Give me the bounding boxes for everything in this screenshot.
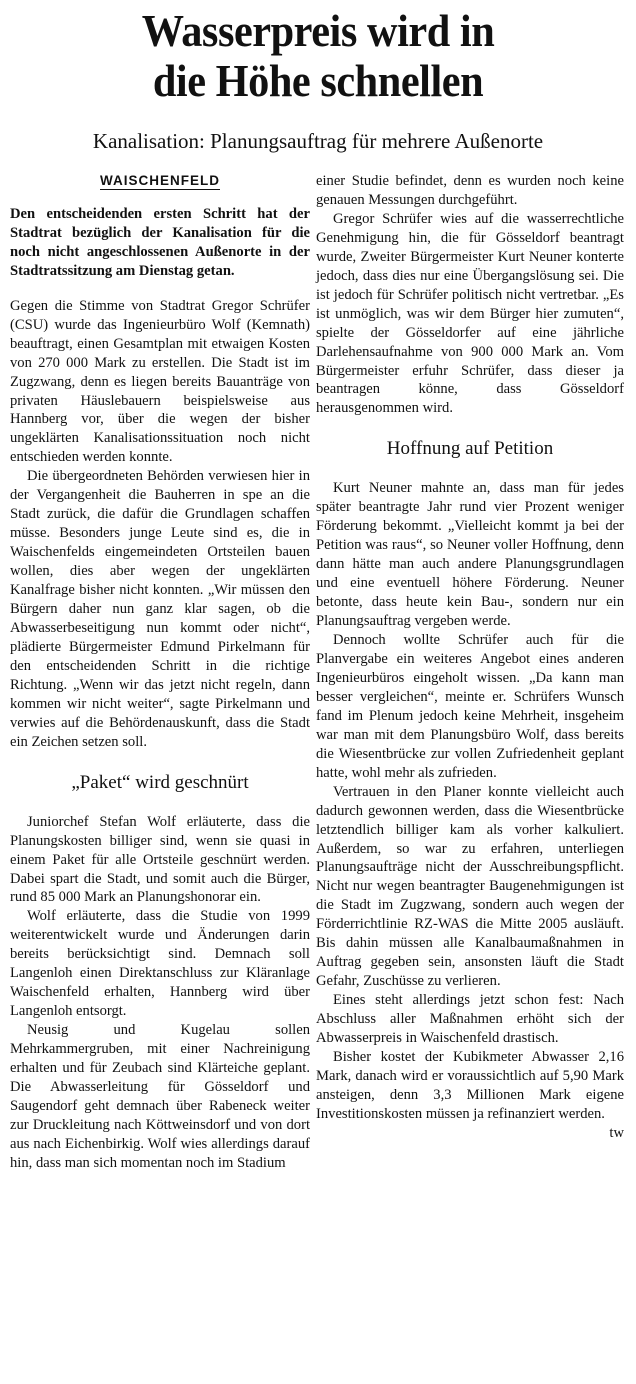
body-paragraph: Die übergeordneten Behörden verwiesen hier in der Vergangenheit die Bauherren in spe an die Stadt zurück, die dafür die Grundlagen schaffen müsse. Besonders junge Leute sind es, die in Waischenfelds eingemeindeten Ortsteilen bauen wollen, dies aber wegen der ungeklärten Kanalfrage bisher nicht konnten. „Wir müssen den Bürgern daher nun ganz klar sagen, ob die Abwasserbeseitigung nun kommt oder nicht“, plädierte Bürgermeister Edmund Pirkelmann für den entscheidenden Schritt in die richtige Richtung. „Wenn wir das jetzt nicht regeln, dann kommen wir nicht weiter“, sagte Pirkelmann und verwies auf die Behördenauskunft, dass die Stadt ein Zeichen setzen soll. <box>10 468 310 750</box>
body-paragraph: Dennoch wollte Schrüfer auch für die Planvergabe ein weiteres Angebot eines anderen Ingenieurbüros eingeholt wissen. „Da kann man besser vergleichen“, meinte er. Schrüfers Wunsch fand im Plenum jedoch keine Mehrheit, insgeheim war man mit dem Planungsbüro Wolf, dass bereits die Wiesentbrücke zur vollen Zufriedenheit geplant hatte, wohl mehr als zufrieden. <box>316 632 624 781</box>
subheadline: Kanalisation: Planungsauftrag für mehrere Außenorte <box>92 129 544 153</box>
author-signature: tw <box>609 1124 624 1141</box>
section-title-petition: Hoffnung auf Petition <box>386 438 554 460</box>
body-paragraph: Eines steht allerdings jetzt schon fest: Nach Abschluss aller Maßnahmen erhöht sich der Abwasserpreis in Waischenfeld drastisch. <box>316 992 624 1047</box>
body-paragraph: Vertrauen in den Planer konnte vielleicht auch dadurch gewonnen werden, dass die Wiesentbrücke letztendlich billiger kam als vorher kalkuliert. Außerdem, so war zu erfahren, unterliegen Planungsaufträge nicht der Ausschreibungspflicht. Nicht nur wegen beantragter Baugenehmigungen ist die Stadt im Zugzwang, sondern auch wegen der Förderrichtlinie RZ-WAS die Mitte 2005 ausläuft. Bis dahin müssen alle Kanalbaumaßnahmen in Auftrag gegeben sein, ansonsten läuft die Stadt Gefahr, Zuschüsse zu verlieren. <box>316 783 624 990</box>
right-column <box>316 172 624 1143</box>
body-paragraph: einer Studie befindet, denn es wurden noch keine genauen Messungen durchgeführt. <box>316 173 624 208</box>
body-paragraph: Bisher kostet der Kubikmeter Abwasser 2,16 Mark, danach wird er voraussichtlich auf 5,90 Mark ansteigen, denn 3,3 Millionen Mark eigene Investitionskosten müssen ja refinanziert werden. <box>316 1048 624 1122</box>
headline <box>25 6 610 106</box>
headline-line-1: Wasserpreis wird in <box>141 5 495 56</box>
dateline <box>10 172 310 191</box>
body-paragraph: Gregor Schrüfer wies auf die wasserrechtliche Genehmigung hin, die für Gösseldorf beantragt wurde, Zweiter Bürgermeister Kurt Neuner konterte jedoch, dass dies nur eine Übergangslösung sei. Die ist jedoch für Schrüfer politisch nicht vertretbar. „Es ist unmöglich, was wir dem Bürger hier zumuten“, spielte der Gösseldorfer auf eine jährliche Darlehensaufnahme von 900 000 Mark an. Vom Bürgermeister erfuhr Schrüfer, dass dieser ja beantragen könne, dass Gösseldorf herausgenommen wird. <box>316 210 624 417</box>
section-title-paket: „Paket“ wird geschnürt <box>71 771 249 793</box>
lead-paragraph: Den entscheidenden ersten Schritt hat der Stadtrat bezüglich der Kanalisation für die noch nicht angeschlossenen Außenorte in der Stadtratssitzung am Dienstag getan. <box>10 205 310 279</box>
body-paragraph: Gegen die Stimme von Stadtrat Gregor Schrüfer (CSU) wurde das Ingenieurbüro Wolf (Kemnath) beauftragt, einen Gesamtplan mit etwaigen Kosten von 270 000 Mark zu erstellen. Die Stadt ist im Zugzwang, denn es liegen bereits Bauanträge von privaten Häuslebauern beispielsweise aus Hannberg vor, über die wegen der bisher ungeklärten Kanalisationssituation noch nicht entschieden werden konnte. <box>10 297 310 466</box>
headline-line-2: die Höhe schnellen <box>152 55 484 106</box>
body-paragraph: Neusig und Kugelau sollen Mehrkammergruben, mit einer Nachreinigung erhalten und für Zeubach sind Klärteiche geplant. Die Abwasserleitung für Gösseldorf und Saugendorf geht demnach über Rabeneck weiter zur Druckleitung nach Köttweinsdorf und von dort aus nach Eichenbirkig. Wolf wies allerdings darauf hin, dass man sich momentan noch im Stadium <box>10 1022 310 1171</box>
left-column <box>10 172 310 1173</box>
body-paragraph: Kurt Neuner mahnte an, dass man für jedes später beantragte Jahr rund vier Prozent weniger Förderung bekommt. „Vielleicht kommt ja bei der Petition was raus“, so Neuner voller Hoffnung, denn dann hätte man auch andere Planungsgrundlagen und eine eventuell höhere Förderung. Neuner betonte, dass heute kein Bau-, sondern nur ein Planungsauftrag vergeben werde. <box>316 480 624 630</box>
dateline-text: WAISCHENFELD <box>100 173 220 188</box>
body-paragraph: Juniorchef Stefan Wolf erläuterte, dass die Planungskosten billiger sind, wenn sie quasi in einem Paket für alle Ortsteile geschnürt werden. Dabei spart die Stadt, und somit auch die Bürger, rund 85 000 Mark an Planungshonorar ein. <box>10 813 310 906</box>
body-paragraph: Wolf erläuterte, dass die Studie von 1999 weiterentwickelt wurde und Änderungen darin bereits berücksichtigt sind. Demnach soll Langenloh einen Direktanschluss zur Kläranlage Waischenfeld erhalten, Hannberg wird über Langenloh entsorgt. <box>10 908 310 1020</box>
